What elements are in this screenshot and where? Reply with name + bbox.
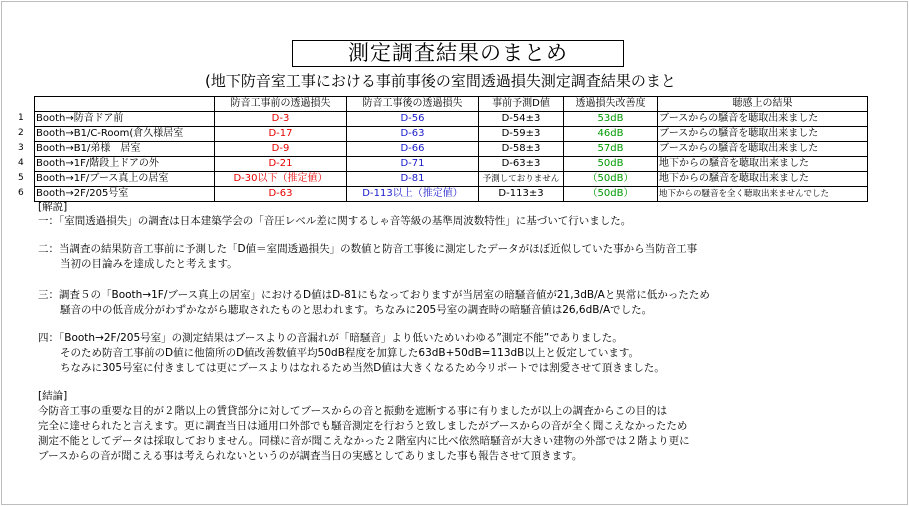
before-cell: D-21 [215,157,347,172]
conclusion-heading: [結論] [38,390,68,402]
conclusion-line: 測定不能としてデータは採取しておりません。同様に音が聞こえなかった２階室内に比べ依然暗騒音が大きい建物の外部では２階より更に [38,435,690,447]
location-cell: Booth→B1/弟様 居室 [35,142,215,157]
row-numbers [18,111,24,201]
header-cell: 事前予測D値 [479,97,564,112]
table-header-row [35,97,868,112]
result-cell: ブースからの騒音を聴取出来ました [658,112,868,127]
table-row [35,187,868,202]
improvement-cell: 53dB [564,112,658,127]
predicted-cell: D-54±3 [479,112,564,127]
row-number: 1 [18,113,24,123]
conclusion-line: 今防音工事の重要な目的が２階以上の賃貸部分に対してブースからの音と振動を遮断する事に有りましたが以上の調査からこの目的は [38,405,668,417]
location-cell: Booth→1F/階段上ドアの外 [35,157,215,172]
header-cell: 聴感上の結果 [658,97,868,112]
page-title: 測定調査結果のまとめ [292,40,624,67]
result-cell: ブースからの騒音を聴取出来ました [658,142,868,157]
before-cell: D-3 [215,112,347,127]
improvement-cell: （50dB） [564,187,658,202]
improvement-cell: （50dB） [564,172,658,187]
improvement-cell: 57dB [564,142,658,157]
conclusion-line: 完全に達せられたと言えます。更に調査当日は通用口外部でも騒音測定を行おうと致しましたがブースからの音が全く聞こえなかったため [38,420,688,432]
row-number: 6 [18,188,24,198]
header-cell: 防音工事前の透過損失 [215,97,347,112]
predicted-cell: D-113±3 [479,187,564,202]
commentary-paragraph: 三：調査５の「Booth→1F/ブース真上の居室」におけるD値はD-81にもなっておりますが当居室の暗騒音値が21,3dB/Aと異常に低かったため [38,289,710,301]
commentary-paragraph: 四：「Booth→2F/205号室」の測定結果はブースよりの音漏れが「暗騒音」より低いためいわゆる”測定不能”でありました。 [38,332,623,344]
row-number: 4 [18,158,24,168]
before-cell: D-17 [215,127,347,142]
row-number: 3 [18,143,24,153]
table-row [35,157,868,172]
before-cell: D-9 [215,142,347,157]
conclusion-line: ブースからの音が聞こえる事は考えられないというのが調査当日の実感としてありました事も報告させて頂きます。 [38,450,583,462]
table-row [35,172,868,187]
page-subtitle: (地下防音室工事における事前事後の室間透過損失測定調査結果のまと [205,72,676,90]
location-cell: Booth→防音ドア前 [35,112,215,127]
table-row [35,127,868,142]
after-cell: D-63 [347,127,479,142]
before-cell: D-30以下（推定値） [215,172,347,187]
row-number: 2 [18,128,24,138]
row-number: 5 [18,173,24,183]
commentary-heading: [解説] [38,201,68,213]
commentary-paragraph: 一：「室間透過損失」の調査は日本建築学会の「音圧レベル差に関するしゃ音等級の基準周波数特性」に基づいて行いました。 [38,215,632,227]
location-cell: Booth→2F/205号室 [35,187,215,202]
result-cell: 地下からの騒音を聴取出来ました [658,157,868,172]
result-cell: 地下からの騒音を全く聴取出来ませんでした [658,187,868,202]
location-cell: Booth→B1/C-Room(倉久様居室 [35,127,215,142]
table-row [35,142,868,157]
predicted-cell: D-63±3 [479,157,564,172]
commentary-paragraph: ちなみに305号室に付きましては更にブースよりはなれるため当然D値は大きくなるため今リポートでは割愛させて頂きました。 [60,362,665,374]
predicted-cell: D-59±3 [479,127,564,142]
commentary-paragraph: 二：当調査の結果防音工事前に予測した「D値＝室間透過損失」の数値と防音工事後に測定したデータがほぼ近似していた事から当防音工事 [38,243,698,255]
predicted-cell: D-58±3 [479,142,564,157]
after-cell: D-66 [347,142,479,157]
location-cell: Booth→1F/ブース真上の居室 [35,172,215,187]
commentary-paragraph: そのため防音工事前のD値に他箇所のD値改善数値平均50dB程度を加算した63dB+50dB=113dB以上と仮定しています。 [60,347,640,359]
result-cell: 地下からの騒音を聴取出来ました [658,172,868,187]
commentary-paragraph: 当初の目論みを達成したと考えます。 [60,258,238,270]
after-cell: D-113以上（推定値） [347,187,479,202]
header-cell: 防音工事後の透過損失 [347,97,479,112]
result-cell: ブースからの騒音を聴取出来ました [658,127,868,142]
predicted-cell: 予測しておりません [479,172,564,187]
results-table [34,96,868,202]
after-cell: D-71 [347,157,479,172]
after-cell: D-56 [347,112,479,127]
after-cell: D-81 [347,172,479,187]
table-row [35,112,868,127]
improvement-cell: 46dB [564,127,658,142]
before-cell: D-63 [215,187,347,202]
commentary-paragraph: 騒音の中の低音成分がわずかながら聴取されたものと思われます。ちなみに205号室の調査時の暗騒音値は26,6dB/Aでした。 [60,304,653,316]
header-cell: 透過損失改善度 [564,97,658,112]
header-cell [35,97,215,112]
improvement-cell: 50dB [564,157,658,172]
